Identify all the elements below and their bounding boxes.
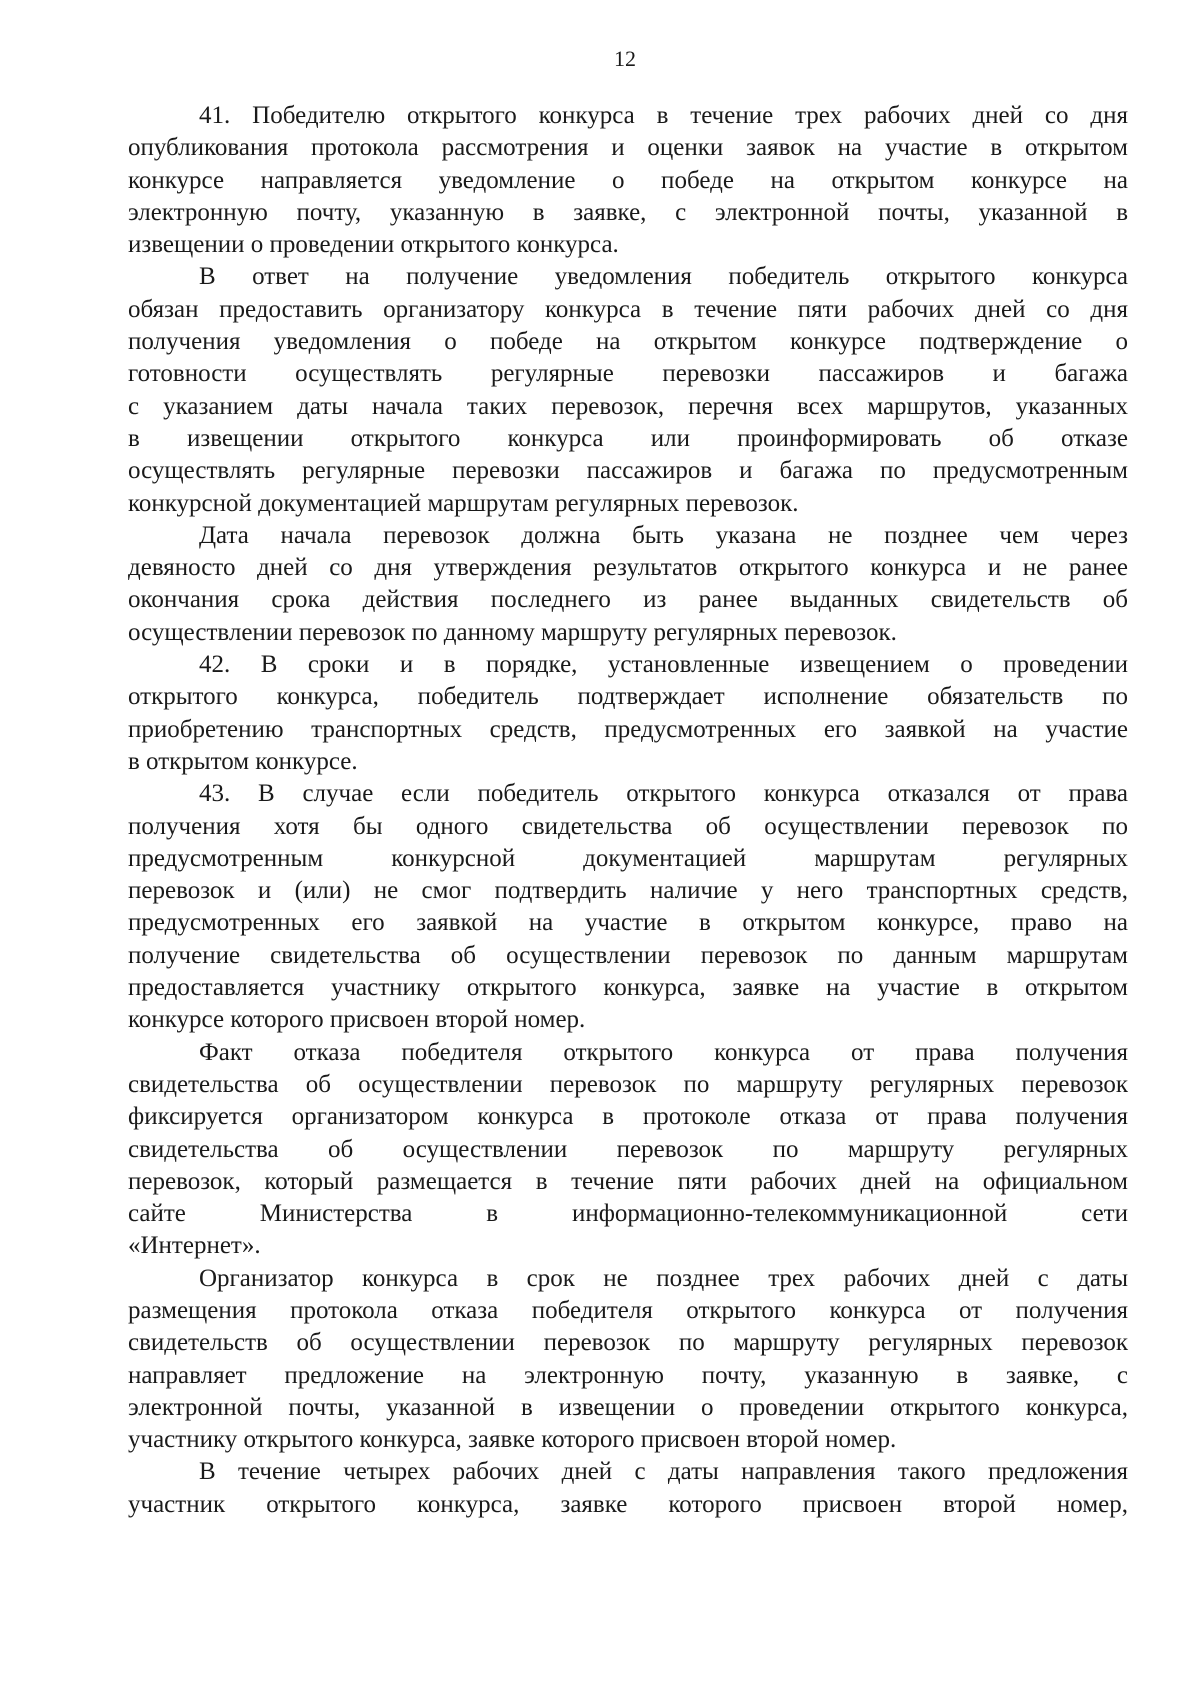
text-line: в открытом конкурсе.: [128, 747, 358, 775]
text-line: опубликования протокола рассмотрения и оценки заявок на участие в открытом: [128, 134, 1128, 162]
text-line: свидетельства об осуществлении перевозок по маршруту регулярных: [128, 1135, 1128, 1163]
text-line: направляет предложение на электронную почту, указанную в заявке, с: [128, 1361, 1128, 1389]
text-line: «Интернет».: [128, 1232, 261, 1260]
paragraph-43: [128, 778, 1128, 1036]
text-line: девяносто дней со дня утверждения результатов открытого конкурса и не ранее: [128, 554, 1128, 582]
text-line: 41. Победителю открытого конкурса в течение трех рабочих дней со дня: [199, 102, 1128, 129]
text-line: участник открытого конкурса, заявке которого присвоен второй номер,: [128, 1490, 1128, 1518]
text-line: Дата начала перевозок должна быть указана не позднее чем через: [199, 521, 1128, 549]
text-line: электронную почту, указанную в заявке, с электронной почты, указанной в: [128, 198, 1128, 226]
text-line: перевозок и (или) не смог подтвердить наличие у него транспортных средств,: [128, 877, 1128, 905]
document-body: [128, 100, 1128, 1521]
paragraph-41: [128, 100, 1128, 261]
text-line: свидетельств об осуществлении перевозок по маршруту регулярных перевозок: [128, 1329, 1128, 1357]
text-line: предусмотренных его заявкой на участие в открытом конкурсе, право на: [128, 909, 1128, 937]
paragraph-refusal-fact: [128, 1037, 1128, 1263]
text-line: предусмотренным конкурсной документацией маршрутам регулярных: [128, 844, 1128, 872]
text-line: обязан предоставить организатору конкурса в течение пяти рабочих дней со дня: [128, 295, 1128, 323]
text-line: 42. В сроки и в порядке, установленные извещением о проведении: [199, 651, 1128, 679]
text-line: извещении о проведении открытого конкурса.: [128, 231, 619, 259]
text-line: конкурсной документацией маршрутам регулярных перевозок.: [128, 489, 799, 517]
text-line: конкурсе которого присвоен второй номер.: [128, 1006, 586, 1034]
page-number: 12: [614, 46, 636, 71]
text-line: участнику открытого конкурса, заявке которого присвоен второй номер.: [128, 1426, 897, 1454]
text-line: открытого конкурса, победитель подтверждает исполнение обязательств по: [128, 683, 1128, 711]
paragraph-organizer-offer: [128, 1263, 1128, 1457]
text-line: осуществлять регулярные перевозки пассажиров и багажа по предусмотренным: [128, 457, 1128, 485]
text-line: Организатор конкурса в срок не позднее трех рабочих дней с даты: [199, 1264, 1128, 1292]
text-line: осуществлении перевозок по данному маршруту регулярных перевозок.: [128, 618, 897, 646]
paragraph-four-days: [128, 1456, 1128, 1521]
paragraph-start-date: [128, 520, 1128, 649]
text-line: размещения протокола отказа победителя открытого конкурса от получения: [128, 1296, 1128, 1324]
text-line: В ответ на получение уведомления победитель открытого конкурса: [199, 263, 1128, 291]
text-line: готовности осуществлять регулярные перевозки пассажиров и багажа: [128, 360, 1128, 388]
text-line: сайте Министерства в информационно-телекоммуникационной сети: [128, 1200, 1128, 1228]
text-line: 43. В случае если победитель открытого конкурса отказался от права: [199, 780, 1128, 808]
text-line: В течение четырех рабочих дней с даты направления такого предложения: [199, 1458, 1128, 1486]
text-line: в извещении открытого конкурса или проинформировать об отказе: [128, 424, 1128, 452]
text-line: фиксируется организатором конкурса в протоколе отказа от права получения: [128, 1103, 1128, 1131]
text-line: конкурсе направляется уведомление о победе на открытом конкурсе на: [128, 166, 1128, 194]
paragraph-winner-response: [128, 261, 1128, 519]
text-line: с указанием даты начала таких перевозок, перечня всех маршрутов, указанных: [128, 392, 1128, 420]
text-line: приобретению транспортных средств, предусмотренных его заявкой на участие: [128, 715, 1128, 743]
text-line: свидетельства об осуществлении перевозок по маршруту регулярных перевозок: [128, 1070, 1128, 1098]
text-line: получение свидетельства об осуществлении перевозок по данным маршрутам: [128, 941, 1128, 969]
paragraph-42: [128, 649, 1128, 778]
text-line: получения хотя бы одного свидетельства об осуществлении перевозок по: [128, 812, 1128, 840]
text-line: Факт отказа победителя открытого конкурса от права получения: [199, 1038, 1128, 1066]
text-line: получения уведомления о победе на открытом конкурсе подтверждение о: [128, 328, 1128, 356]
text-line: перевозок, который размещается в течение пяти рабочих дней на официальном: [128, 1167, 1128, 1195]
text-line: предоставляется участнику открытого конкурса, заявке на участие в открытом: [128, 974, 1128, 1002]
text-line: электронной почты, указанной в извещении о проведении открытого конкурса,: [128, 1393, 1128, 1421]
text-line: окончания срока действия последнего из ранее выданных свидетельств об: [128, 586, 1128, 614]
